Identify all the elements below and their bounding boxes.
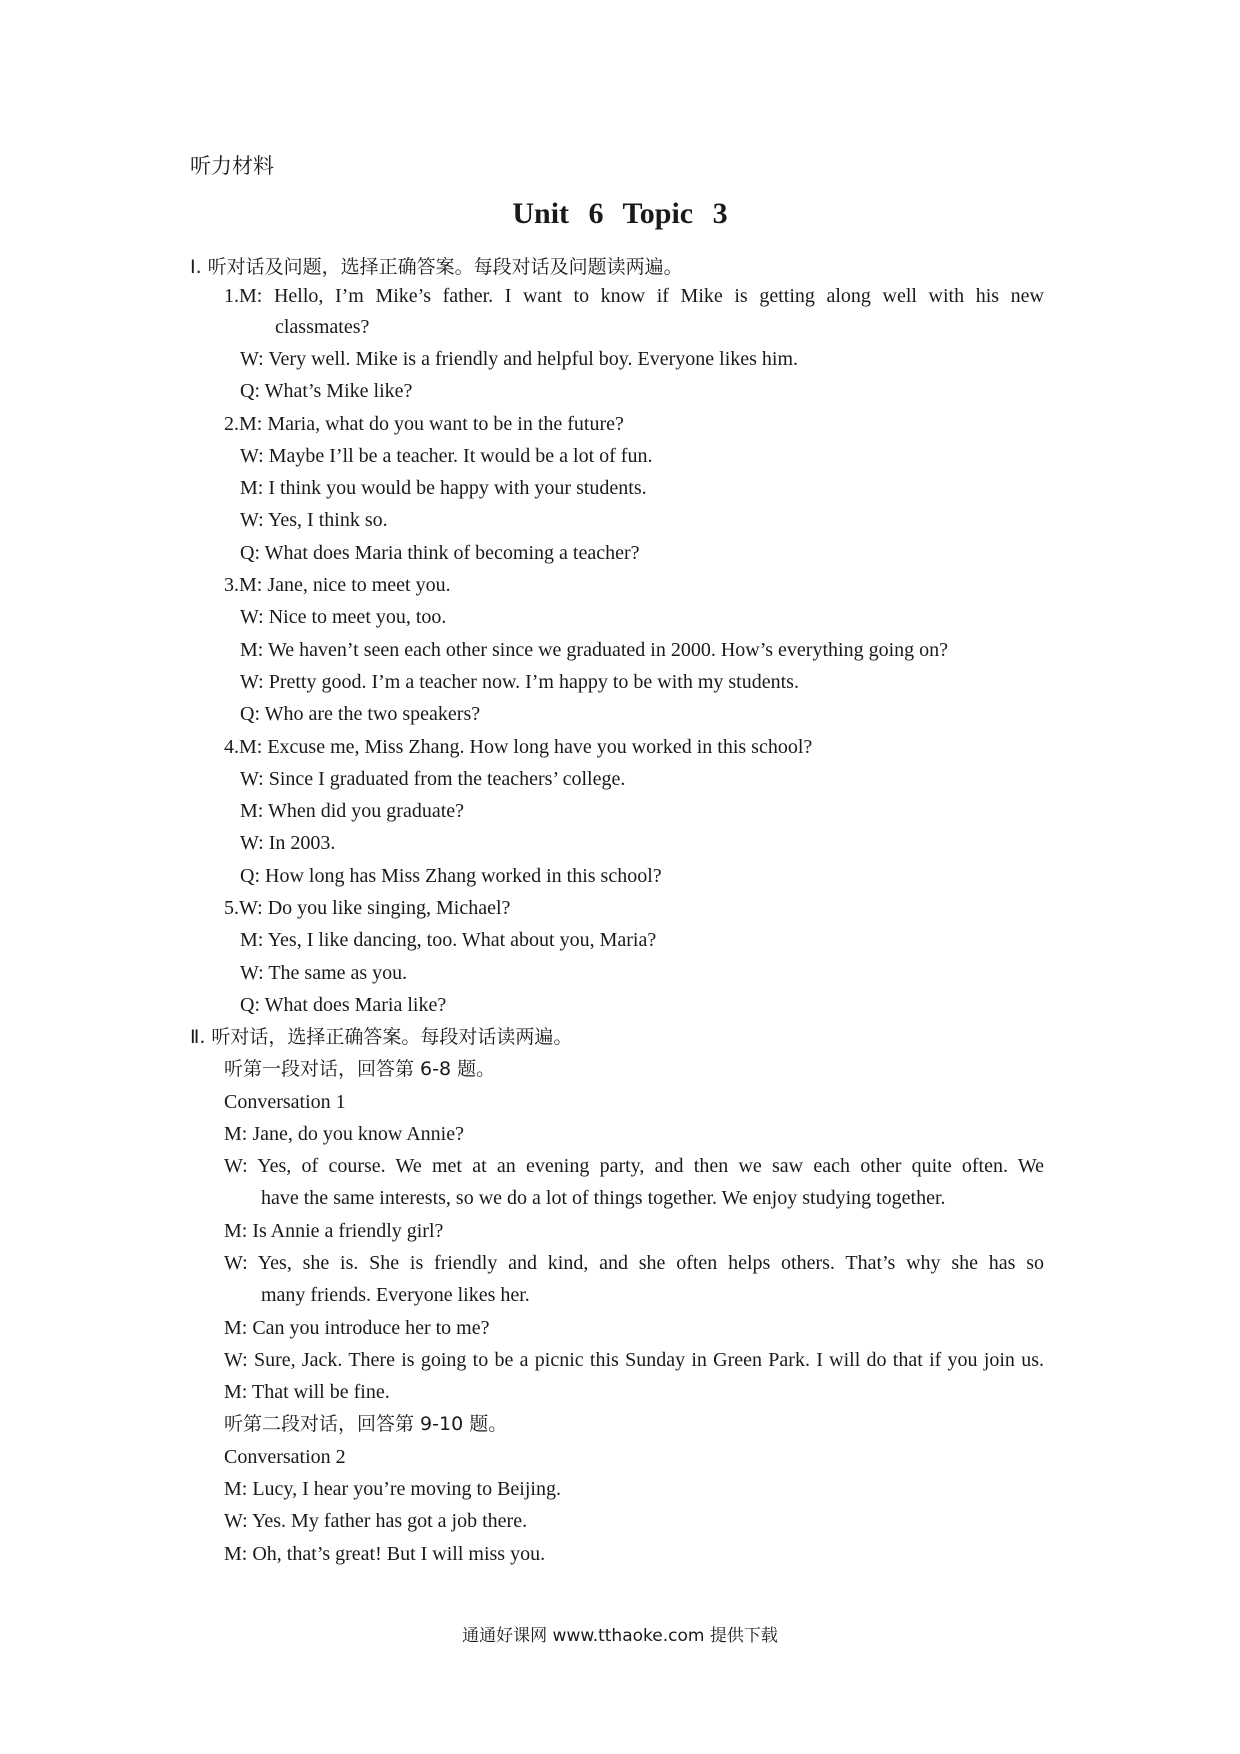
question-line: Q: How long has Miss Zhang worked in this school? [240,865,662,887]
dialogue-line: M: Is Annie a friendly girl? [224,1220,444,1242]
section-heading: Ⅱ. 听对话，选择正确答案。每段对话读两遍。 [190,1026,573,1048]
section-heading: Ⅰ. 听对话及问题，选择正确答案。每段对话及问题读两遍。 [190,256,683,278]
question-line: Q: Who are the two speakers? [240,703,481,725]
dialogue-line: W: Maybe I’ll be a teacher. It would be a lot of fun. [240,445,653,467]
dialogue-line: M: Oh, that’s great! But I will miss you. [224,1543,546,1565]
dialogue-line: W: Yes, she is. She is friendly and kind, and she often helps others. That’s why she has so [224,1252,1044,1274]
conversation-label: Conversation 1 [224,1091,346,1113]
dialogue-line: W: The same as you. [240,962,408,984]
dialogue-line: W: Pretty good. I’m a teacher now. I’m happy to be with my students. [240,671,799,693]
dialogue-line: many friends. Everyone likes her. [261,1284,530,1306]
dialogue-line: W: In 2003. [240,832,336,854]
dialogue-line: have the same interests, so we do a lot of things together. We enjoy studying together. [261,1187,946,1209]
page-label: 听力材料 [190,154,274,178]
dialogue-line: M: Can you introduce her to me? [224,1317,490,1339]
dialogue-line: 1.M: Hello, I’m Mike’s father. I want to know if Mike is getting along well with his new [224,285,1044,307]
dialogue-line: W: Yes, I think so. [240,509,388,531]
dialogue-line: W: Nice to meet you, too. [240,606,447,628]
question-line: Q: What does Maria think of becoming a teacher? [240,542,640,564]
dialogue-line: M: Jane, do you know Annie? [224,1123,464,1145]
page-title: Unit 6 Topic 3 [512,197,728,230]
dialogue-line: M: We haven’t seen each other since we graduated in 2000. How’s everything going on? [240,639,949,661]
dialogue-line: W: Sure, Jack. There is going to be a picnic this Sunday in Green Park. I will do that if you join us. [224,1349,1044,1371]
dialogue-line: M: Lucy, I hear you’re moving to Beijing. [224,1478,561,1500]
conversation-label: Conversation 2 [224,1446,346,1468]
dialogue-line: M: When did you graduate? [240,800,465,822]
dialogue-line: 5.W: Do you like singing, Michael? [224,897,511,919]
dialogue-line: W: Yes. My father has got a job there. [224,1510,528,1532]
dialogue-line: M: Yes, I like dancing, too. What about you, Maria? [240,929,657,951]
dialogue-line: W: Yes, of course. We met at an evening party, and then we saw each other quite often. We [224,1155,1044,1177]
page-footer: 通通好课网 www.tthaoke.com 提供下载 [462,1626,778,1646]
dialogue-line: W: Since I graduated from the teachers’ college. [240,768,626,790]
instruction-line: 听第一段对话，回答第 6-8 题。 [224,1058,496,1080]
dialogue-line: W: Very well. Mike is a friendly and helpful boy. Everyone likes him. [240,348,799,370]
dialogue-line: 2.M: Maria, what do you want to be in the future? [224,413,624,435]
dialogue-line: 3.M: Jane, nice to meet you. [224,574,451,596]
question-line: Q: What’s Mike like? [240,380,413,402]
dialogue-line: classmates? [275,316,370,338]
dialogue-line: M: I think you would be happy with your students. [240,477,647,499]
instruction-line: 听第二段对话，回答第 9-10 题。 [224,1413,508,1435]
dialogue-line: 4.M: Excuse me, Miss Zhang. How long have you worked in this school? [224,736,813,758]
question-line: Q: What does Maria like? [240,994,447,1016]
dialogue-line: M: That will be fine. [224,1381,390,1403]
